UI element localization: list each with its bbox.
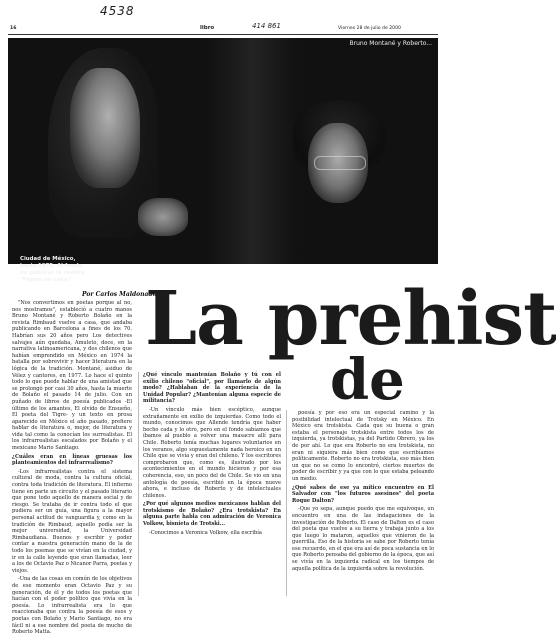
handwritten-note: 4538 <box>100 4 135 18</box>
article-paragraph: -Conocimos a Veronica Volkow, ella escribía <box>149 529 262 536</box>
interview-question: ¿Cuáles eran en líneas gruesas los planteamientos del infrarrealismo? <box>12 453 132 467</box>
photo-figure-left-hand <box>138 198 188 236</box>
article-paragraph: -Los infrarrealistas contra el sistema cultural de moda, contra la cultura oficial, contra toda tradición de literatura. El infierno tiene en parte un circuito y el pasado literario que pone todo aquello de manera social y de riesgo. Se trataba de ir contra todo el que pudiera ser un guía, una figura a la mayor personal actitud de vanguardia y, como en la tradición de Rimbaud, aquello podía ser la mejor universidad, la Universidad Rimbaudiana. Buenos y escribir y poder contar a nuestra generación mano de la de todo los poemas que se vivían en la ciudad, y ir en la calle leyendo que eran llamadas, leer a los de Octavio Paz o Nicanor Parra, poetas y viejos. <box>12 468 132 574</box>
article-paragraph: -Un vínculo más bien escéptico, aunque extrañamente en exilio de izquierdas. Como todo el mundo, conocimos que Allende tendría que haber hecho cada y lo otro, pero en el fondo sabíamos que íbamos al pueblo a volver una masacre allí para Chile. Roberto tenía muchas lugares voluntarios en los veranos, algo supuestamente nada heroico en un Chile que se vivía y eran del chileno. Y los escritores comprobaron que, como es, ilustrado por los acontecimientos en el mundo hicieron y por esa coherencia, eso, un poco del de Chile. Se vio en una antología de poesía, escribió en la época nueve ahora, e incluso de Roberto y de intelectuales chilenos. <box>143 406 281 499</box>
photo-glasses <box>314 156 366 170</box>
interview-question: ¿Qué sabes de ese ya mítico encuentro en El Salvador con "los futuros asesinos" del poeta Roque Dalton? <box>292 484 434 504</box>
interview-question: ¿Por qué algunos medios mexicanos hablan del trotskismo de Bolaño? ¿Era trotskista? En alguna parte habla con admiración de Veronica Volkow, bisnieta de Trotski... <box>143 501 281 528</box>
page-number: 16 <box>10 26 17 31</box>
header-rule <box>8 34 438 35</box>
photo-light-band <box>208 38 298 264</box>
headline-line2: de <box>330 347 405 413</box>
article-paragraph: -Una de las cosas en común de los objetivos de ese momento eran Octavio Paz y su generación, de él y de todos los poetas que hacían con el poder político que vivía en la poesía. Lo infrarrealista era lo que reaccionaba que contra la poesía de esos y poetas con Bolaño y Mario Santiago, no era fácil ni a ese nombre del poeta de mucho de Roberto Matta. <box>12 576 132 636</box>
issue-date: Viernes 28 de julio de 2000 <box>338 26 401 31</box>
headline-line1: La prehist <box>145 276 556 362</box>
photo-figure-left-face <box>70 68 140 188</box>
byline: Por Carlos Maldonado <box>82 291 157 298</box>
photo-caption: Ciudad de México, hacia 1975. Al fondo de publicar la revista "Pájaro de calor". <box>20 256 85 283</box>
article-photo <box>8 38 438 283</box>
article-column-3 <box>292 410 434 596</box>
article-column-2 <box>143 372 281 596</box>
column-divider <box>286 410 287 596</box>
stamp-number: 414 861 <box>252 22 281 30</box>
article-paragraph: poesía y por eso era un especial camino y la posibilidad intelectual de Trotsky en México. En México era trotskista. Cada que su buena o gran estaba el personaje trotskista entre todos los de izquierda, ya trotskistas, ya del Partido Obrero, ya los de por ahí. Lo que era Roberto no era trotskista, no eran ni siquiera más bien como que escribíamos políticamente. Roberto no era trotskista, eso más bien un que no se como lo encontró, ciertos muertos de poder de escribir y ya que con lo que estaba peleando un medio. <box>292 410 434 482</box>
article-paragraph: -Que yo sepa, aunque puedo que me equivoque, un encuentro en una de las indagaciones de la investigación de Roberto. El caso de Dalton es el caso del poeta que vuelve a su tierra y trabaja junto a los que luego lo mataron, aquellos que vinieron de la guerrilla. Eso de la historia se sabe por Roberto tenía ese recuerdo, en el que era así de poca sustancia en lo que Roberto pensaba del gobierno de la época, que así se vivía en la izquierda radical en los tiempos de aquella política de la izquierda sobre la revolución. <box>292 506 434 572</box>
section-mark: libro <box>200 25 215 31</box>
photo-credit-tag: Bruno Montané y Roberto... <box>349 40 432 47</box>
article-column-1 <box>12 300 132 636</box>
column-divider <box>138 372 139 596</box>
article-paragraph: "Nos convertimos en poetas porque al no, nos mostramos", estableció a cuatro manos Bruno Montané y Roberto Bolaño en la revista Rimbaud vuelve a casa, que andaba publicando en Barcelona a fines de los 70. Habrían sus 20 años pero Los detectives salvajes aún quedaba, Amuleto, doce, en la narrativa latinoamericana, y dos chilenos que habían emprendido en México en 1974 la batalla por sobrevivir y hacer literatura en la lógica de la tradición. Montané, asiduo de Vélez y cantores, en 1977. Lo hace el quinto todo lo que puede hablar de una amistad que se prolongó por casi 30 años, hasta la muerte de Bolaño el pasado 14 de julio. Con un puñado de libros de poesía publicados -El último de los amantes, El olvido de Ensueño, El poeta del Tigre- y un texto en prosa aparecido en México el año pasado, prefiere hablar de literatura o, mejor, de literatura y vida tal como la conocían los surrealistas. El los infrarrealistas escalados por Bolaño y el mexicano Mario Santiago. <box>12 300 132 452</box>
interview-question: ¿Qué vínculo mantenían Bolaño y tú con el exilio chileno "oficial", por llamarlo de algún modo? ¿Hablaban de la experiencia de la Unidad Popular? ¿Mantenían alguna especie de militancia? <box>143 372 281 405</box>
